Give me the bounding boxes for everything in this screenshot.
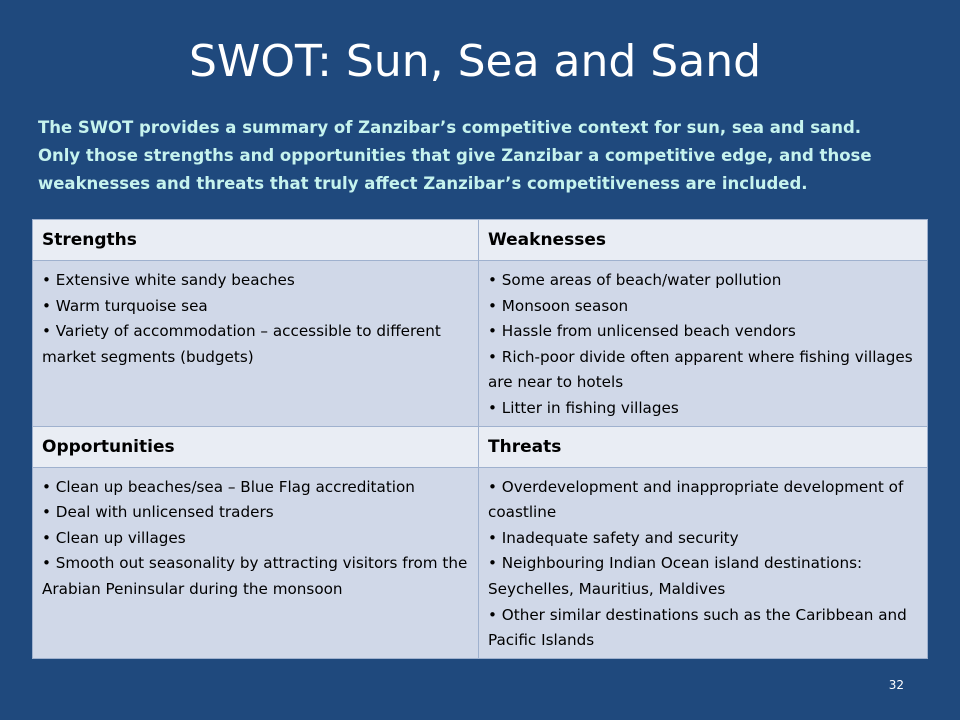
swot-header-row — [33, 426, 928, 467]
weaknesses-heading: Weaknesses — [479, 220, 928, 261]
bullet-item: • Deal with unlicensed traders — [42, 500, 469, 526]
intro-line: weaknesses and threats that truly affect Zanzibar’s competitiveness are included. — [38, 174, 808, 193]
bullet-item: • Clean up villages — [42, 526, 469, 552]
strengths-list — [42, 268, 469, 370]
swot-header-row — [33, 220, 928, 261]
opportunities-heading: Opportunities — [33, 426, 479, 467]
bullet-item: • Litter in fishing villages — [488, 396, 918, 422]
threats-cell — [479, 467, 928, 658]
opportunities-cell — [33, 467, 479, 658]
bullet-item: • Neighbouring Indian Ocean island destinations: Seychelles, Mauritius, Maldives — [488, 551, 918, 602]
weaknesses-cell — [479, 261, 928, 427]
intro-line: Only those strengths and opportunities that give Zanzibar a competitive edge, and those — [38, 146, 872, 165]
intro-text — [38, 114, 918, 198]
threats-heading: Threats — [479, 426, 928, 467]
bullet-item: • Other similar destinations such as the Caribbean and Pacific Islands — [488, 603, 918, 654]
bullet-item: • Overdevelopment and inappropriate development of coastline — [488, 475, 918, 526]
opportunities-list — [42, 475, 469, 603]
bullet-item: • Clean up beaches/sea – Blue Flag accreditation — [42, 475, 469, 501]
page-number: 32 — [888, 678, 904, 692]
strengths-cell — [33, 261, 479, 427]
swot-table — [32, 219, 928, 659]
threats-list — [488, 475, 918, 654]
slide-title: SWOT: Sun, Sea and Sand — [188, 36, 762, 87]
swot-body-row — [33, 467, 928, 658]
bullet-item: • Rich-poor divide often apparent where fishing villages are near to hotels — [488, 345, 918, 396]
bullet-item: • Variety of accommodation – accessible to different market segments (budgets) — [42, 319, 469, 370]
weaknesses-list — [488, 268, 918, 422]
bullet-item: • Smooth out seasonality by attracting visitors from the Arabian Peninsular during the monsoon — [42, 551, 469, 602]
bullet-item: • Monsoon season — [488, 294, 918, 320]
bullet-item: • Hassle from unlicensed beach vendors — [488, 319, 918, 345]
bullet-item: • Some areas of beach/water pollution — [488, 268, 918, 294]
strengths-heading: Strengths — [33, 220, 479, 261]
bullet-item: • Warm turquoise sea — [42, 294, 469, 320]
swot-body-row — [33, 261, 928, 427]
bullet-item: • Inadequate safety and security — [488, 526, 918, 552]
intro-line: The SWOT provides a summary of Zanzibar’s competitive context for sun, sea and sand. — [38, 118, 862, 137]
bullet-item: • Extensive white sandy beaches — [42, 268, 469, 294]
